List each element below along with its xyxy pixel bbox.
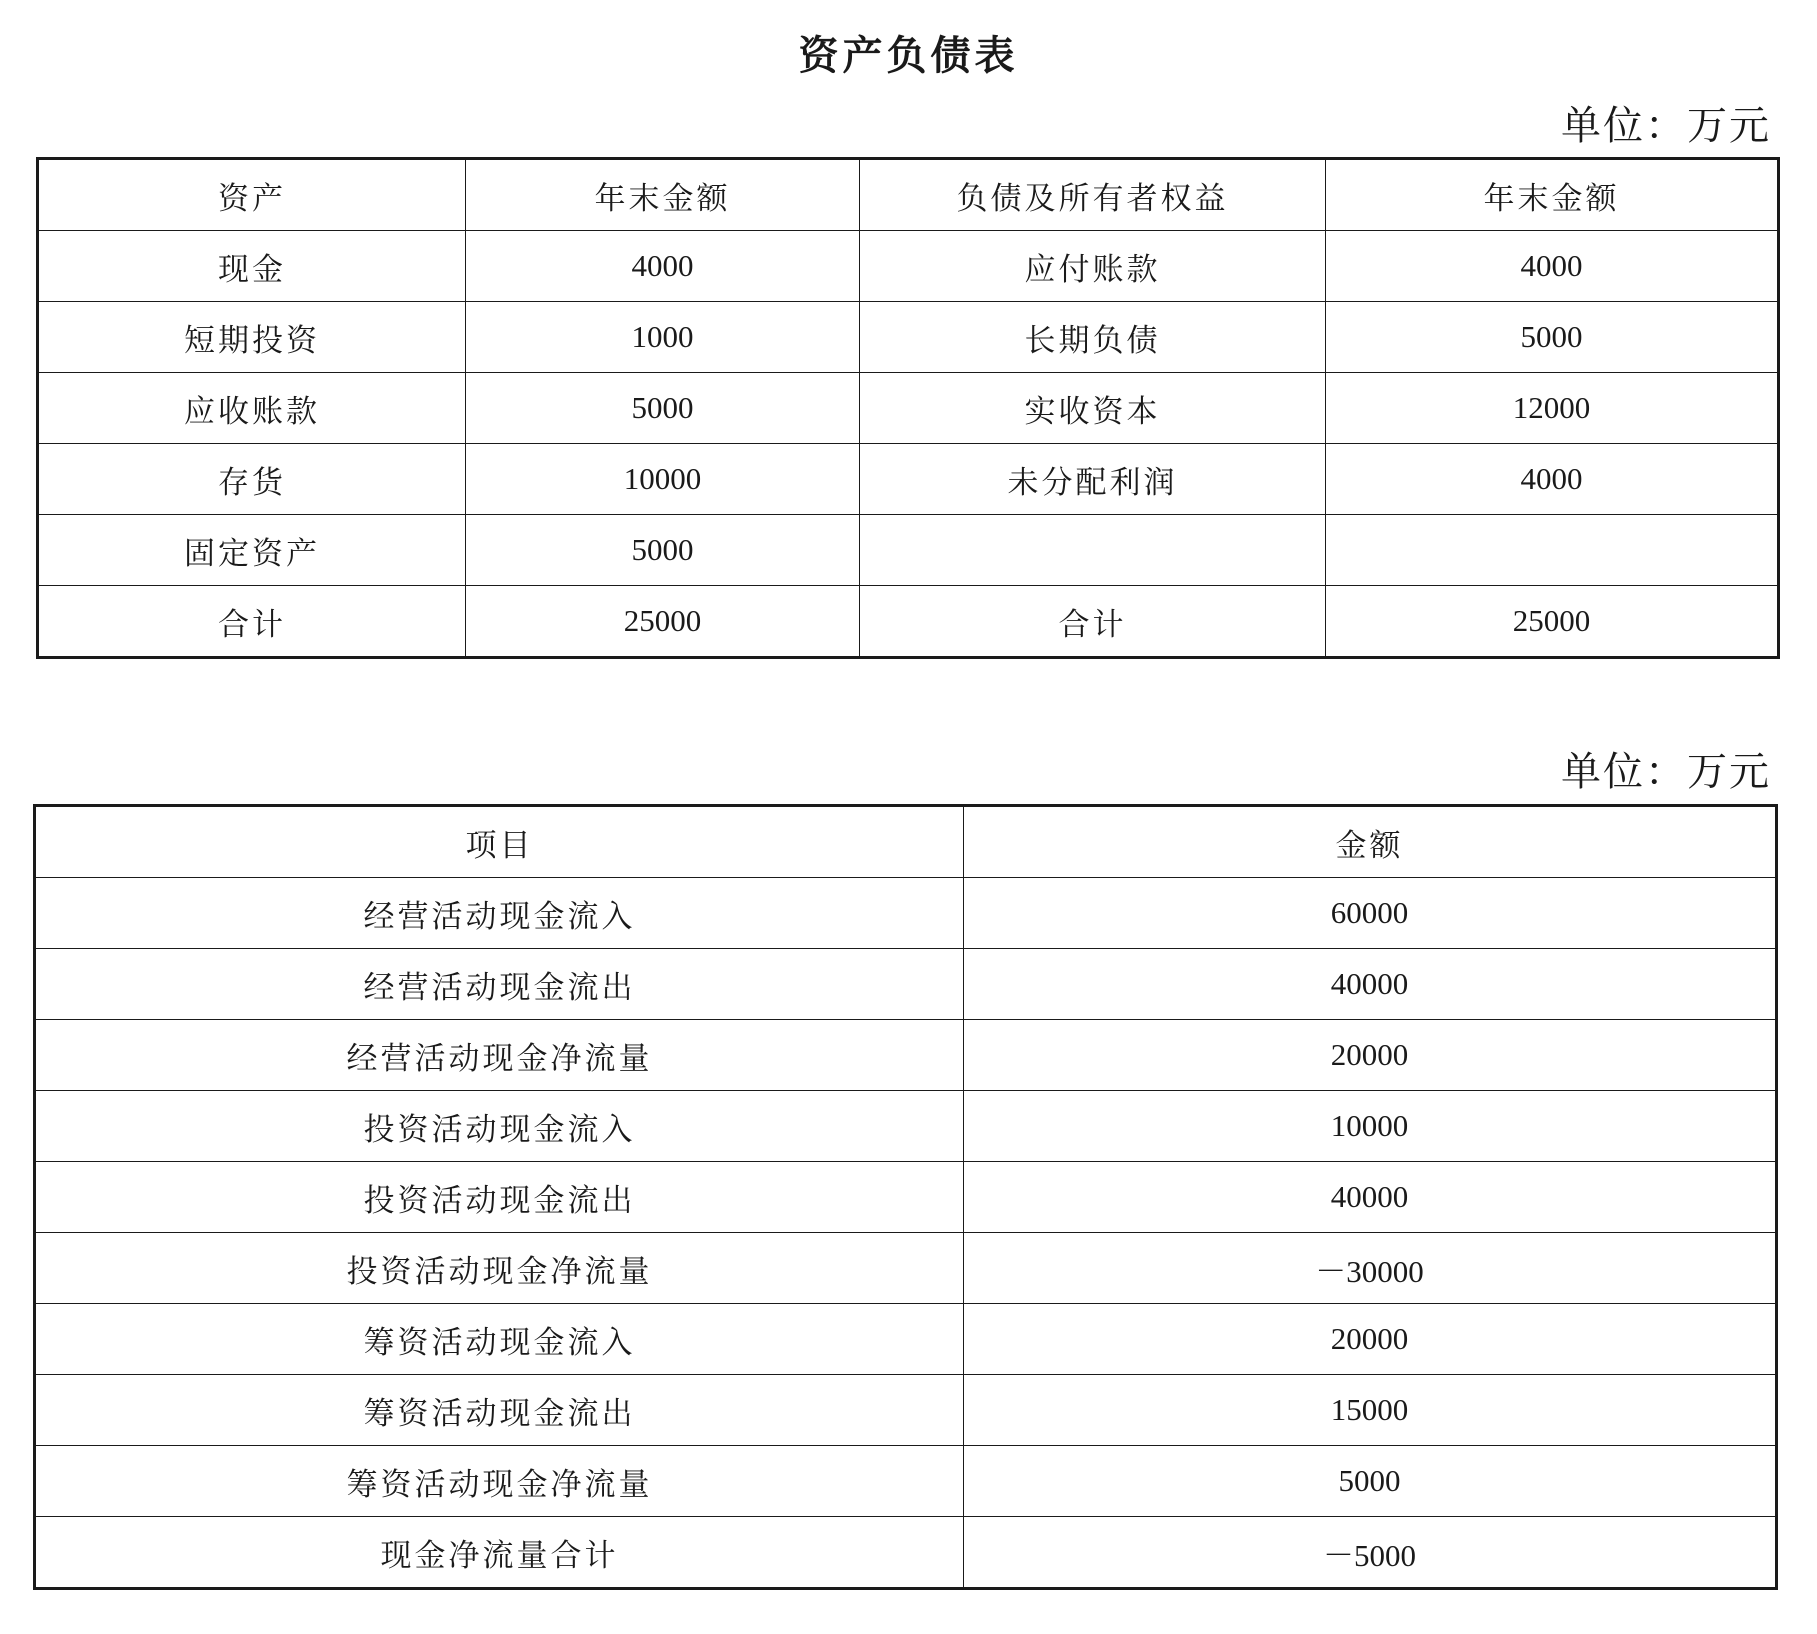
item-amount-cell: －30000 (964, 1233, 1777, 1304)
liability-name-cell (860, 515, 1326, 586)
item-amount-cell: 40000 (964, 1162, 1777, 1233)
table-row (38, 302, 1779, 373)
table-row (35, 1020, 1777, 1091)
liability-amount-cell (1326, 515, 1779, 586)
item-amount-cell: 10000 (964, 1091, 1777, 1162)
liability-amount-cell: 12000 (1326, 373, 1779, 444)
header-cell: 资产 (38, 159, 466, 231)
asset-amount-cell: 4000 (466, 231, 860, 302)
table-row (35, 1446, 1777, 1517)
asset-amount-cell: 5000 (466, 373, 860, 444)
item-name-cell: 经营活动现金净流量 (35, 1020, 964, 1091)
asset-amount-cell: 10000 (466, 444, 860, 515)
asset-total-amount: 25000 (466, 586, 860, 658)
table-header-row (35, 806, 1777, 878)
liability-name-cell: 长期负债 (860, 302, 1326, 373)
liability-total-amount: 25000 (1326, 586, 1779, 658)
liability-total-label: 合计 (860, 586, 1326, 658)
asset-name-cell: 短期投资 (38, 302, 466, 373)
item-amount-cell: 5000 (964, 1446, 1777, 1517)
table-row (38, 515, 1779, 586)
table-row (35, 1304, 1777, 1375)
item-name-cell: 投资活动现金流入 (35, 1091, 964, 1162)
table-row (35, 1233, 1777, 1304)
table-row (38, 444, 1779, 515)
unit-label: 单位：万元 (1561, 103, 1771, 149)
item-name-cell: 筹资活动现金流出 (35, 1375, 964, 1446)
header-cell: 年末金额 (466, 159, 860, 231)
liability-amount-cell: 4000 (1326, 231, 1779, 302)
header-cell: 负债及所有者权益 (860, 159, 1326, 231)
asset-name-cell: 现金 (38, 231, 466, 302)
cash-flow-table (33, 804, 1778, 1590)
table-row (38, 231, 1779, 302)
item-name-cell: 筹资活动现金净流量 (35, 1446, 964, 1517)
table-header-row (38, 159, 1779, 231)
table-row (35, 1091, 1777, 1162)
asset-name-cell: 存货 (38, 444, 466, 515)
item-name-cell: 投资活动现金净流量 (35, 1233, 964, 1304)
table-row (35, 1162, 1777, 1233)
item-amount-cell: 20000 (964, 1304, 1777, 1375)
table-row (35, 1375, 1777, 1446)
liability-name-cell: 实收资本 (860, 373, 1326, 444)
table-row (35, 878, 1777, 949)
liability-amount-cell: 5000 (1326, 302, 1779, 373)
liability-amount-cell: 4000 (1326, 444, 1779, 515)
liability-name-cell: 未分配利润 (860, 444, 1326, 515)
header-cell: 年末金额 (1326, 159, 1779, 231)
item-name-cell: 经营活动现金流出 (35, 949, 964, 1020)
liability-name-cell: 应付账款 (860, 231, 1326, 302)
item-amount-cell: 40000 (964, 949, 1777, 1020)
table-total-row (38, 586, 1779, 658)
item-name-cell: 筹资活动现金流入 (35, 1304, 964, 1375)
table-total-row (35, 1517, 1777, 1589)
asset-total-label: 合计 (38, 586, 466, 658)
item-amount-cell: 15000 (964, 1375, 1777, 1446)
table-row (35, 949, 1777, 1020)
document-title: 资产负债表 (798, 33, 1019, 79)
balance-sheet-table (36, 157, 1780, 659)
header-cell: 项目 (35, 806, 964, 878)
item-name-cell: 现金净流量合计 (35, 1517, 964, 1589)
item-amount-cell: －5000 (964, 1517, 1777, 1589)
item-amount-cell: 20000 (964, 1020, 1777, 1091)
asset-name-cell: 应收账款 (38, 373, 466, 444)
item-name-cell: 投资活动现金流出 (35, 1162, 964, 1233)
header-cell: 金额 (964, 806, 1777, 878)
item-amount-cell: 60000 (964, 878, 1777, 949)
asset-name-cell: 固定资产 (38, 515, 466, 586)
unit-label: 单位：万元 (1561, 749, 1771, 795)
asset-amount-cell: 1000 (466, 302, 860, 373)
table-row (38, 373, 1779, 444)
asset-amount-cell: 5000 (466, 515, 860, 586)
item-name-cell: 经营活动现金流入 (35, 878, 964, 949)
